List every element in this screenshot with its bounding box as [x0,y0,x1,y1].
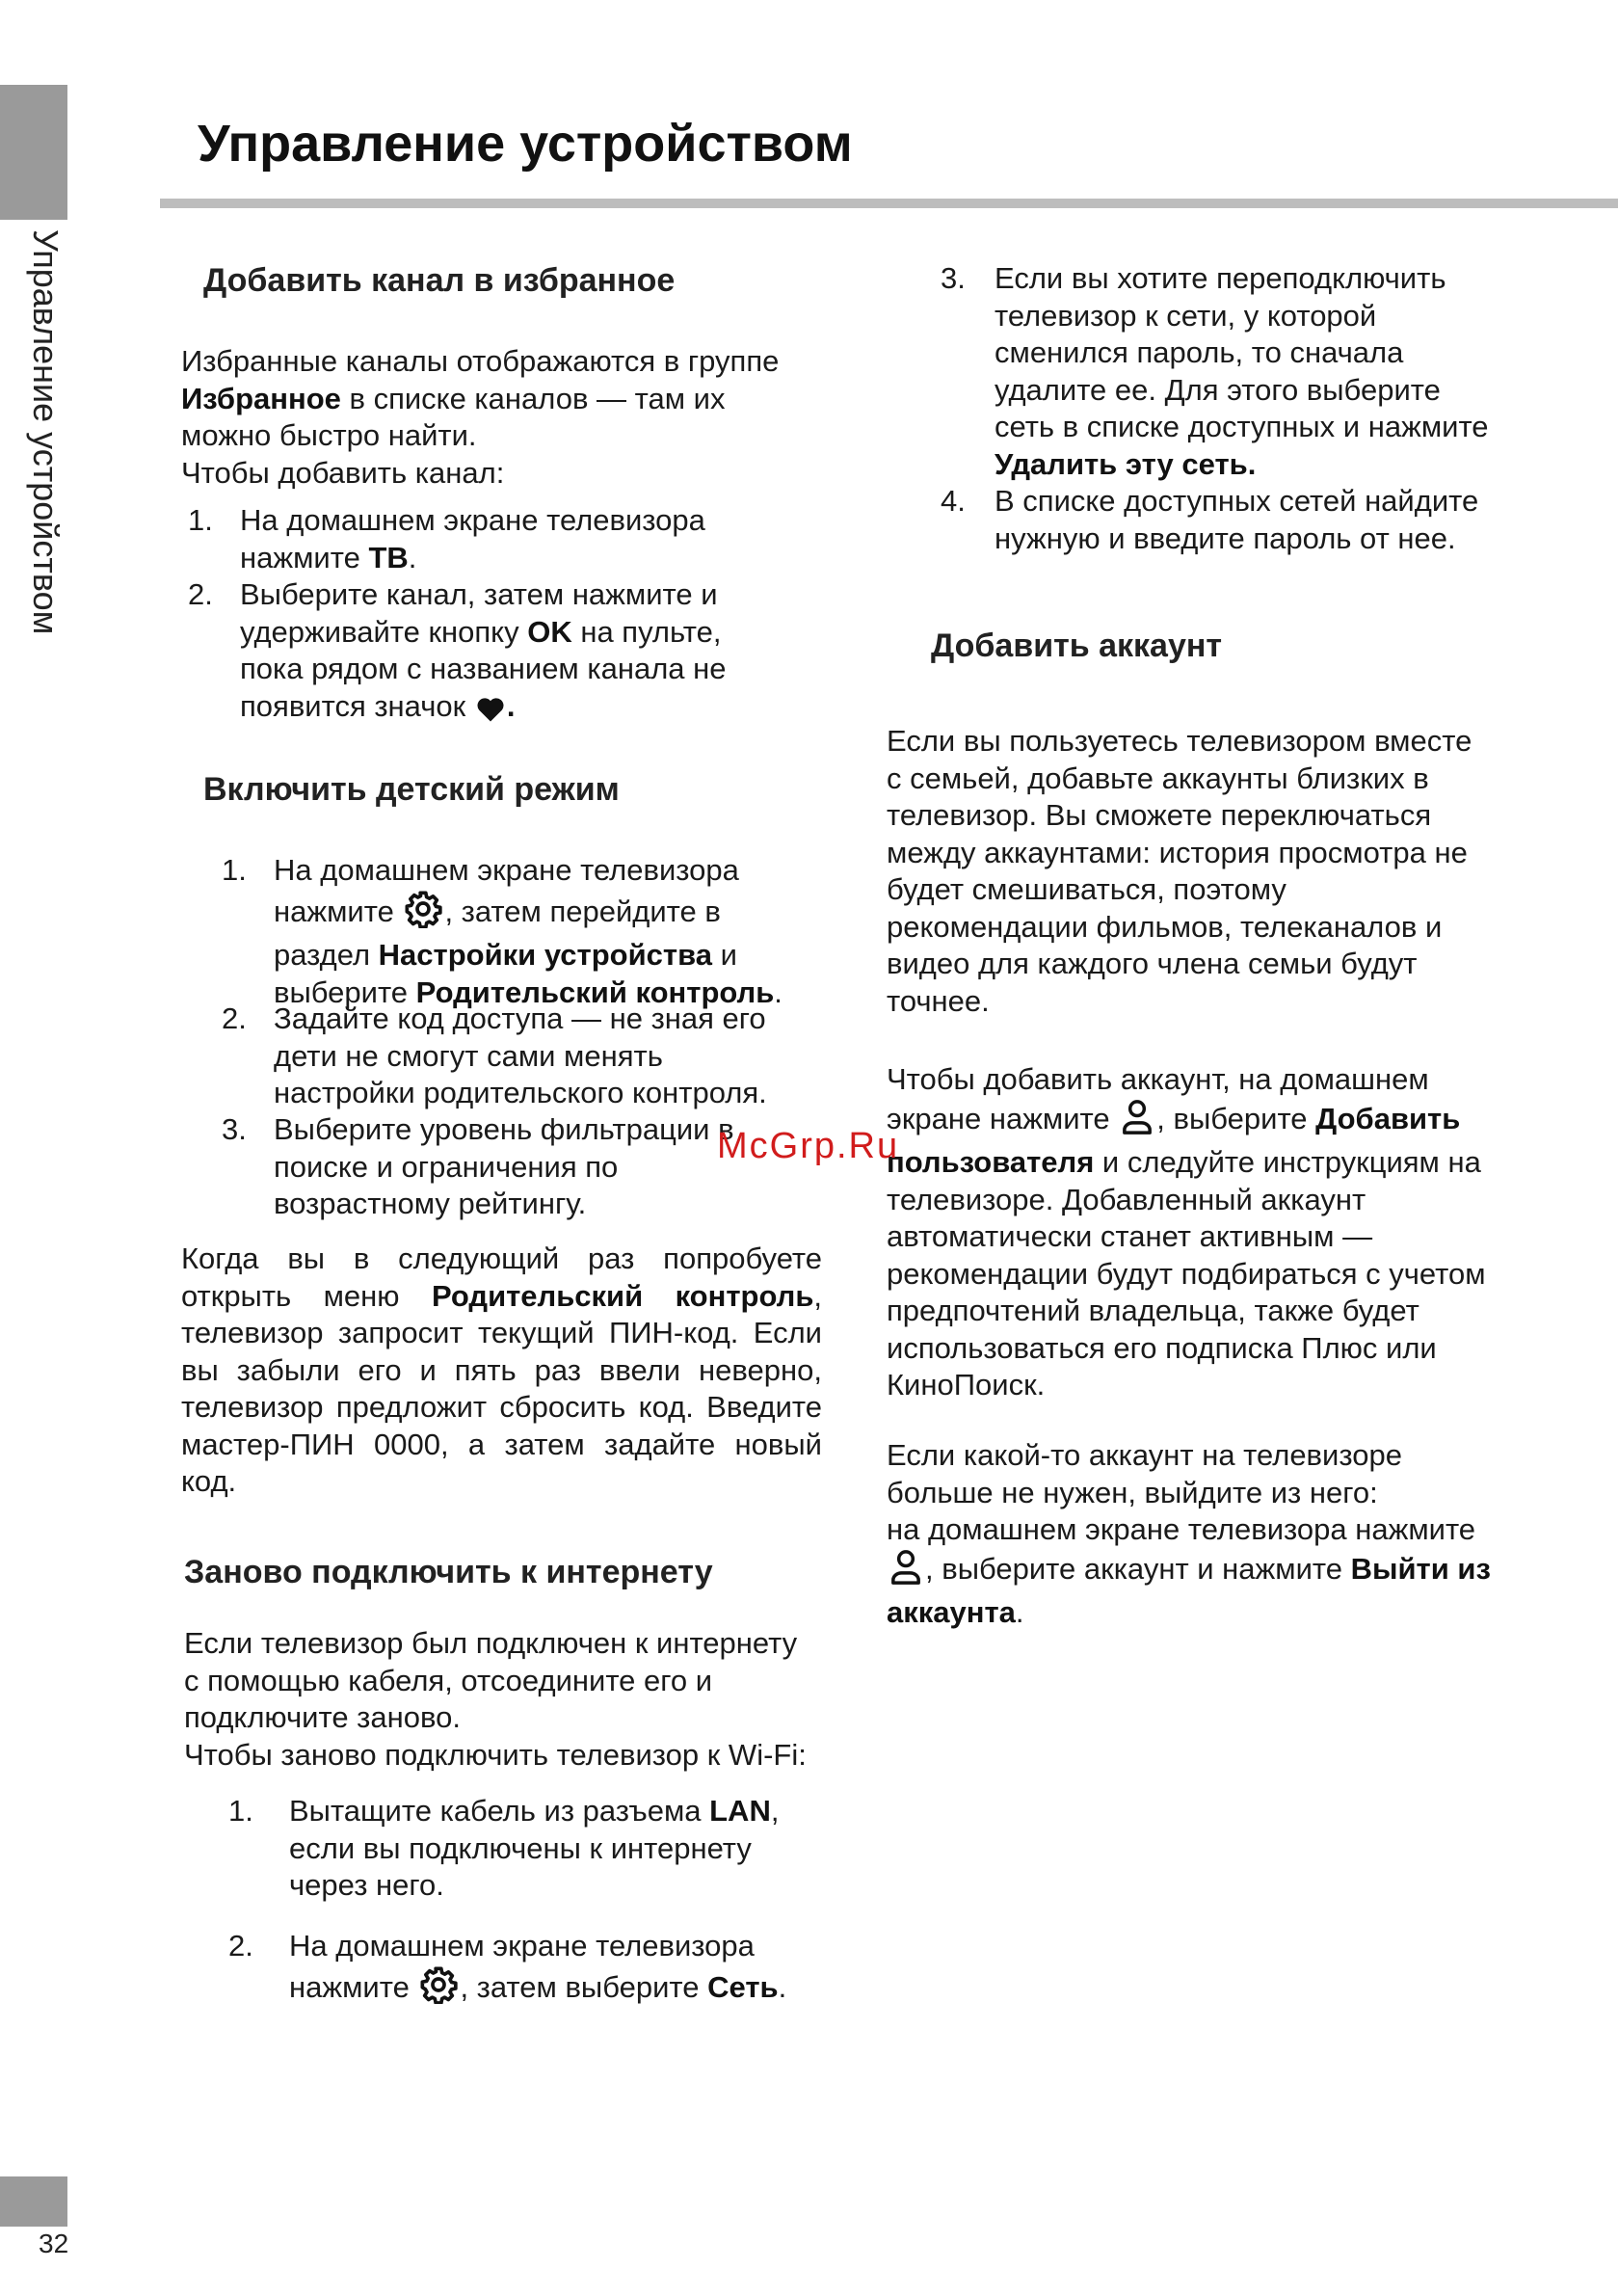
kids-step-1: На домашнем экране телевизора нажмите , затем перейдите в раздел Настройки устройства и выберите Родительский контроль. [274,853,782,1009]
account-heading: Добавить аккаунт [931,627,1223,664]
list-number: 2. [188,577,213,611]
list-number: 1. [188,503,213,537]
account-paragraph-2: Чтобы добавить аккаунт, на домашнем экране нажмите , выберите Добавить пользователя и следуйте инструкциям на телевизоре. Добавленный аккаунт автоматически станет активным — рекомендации будут подбираться с учетом предпочтений владельца, также будет использоваться его подписка Плюс или КиноПоиск. [887,1062,1486,1402]
list-number: 1. [228,1794,253,1828]
reconnect-step-4: В списке доступных сетей найдите нужную и введите пароль от нее. [995,484,1479,555]
gear-icon [419,1965,458,2014]
reconnect-intro: Если телевизор был подключен к интернету с помощью кабеля, отсоедините его и подключите заново. Чтобы заново подключить телевизор к Wi-Fi: [184,1626,807,1772]
list-number: 2. [228,1929,253,1962]
list-number: 3. [222,1112,247,1146]
list-number: 2. [222,1001,247,1035]
side-section-label: Управление устройством [26,229,66,635]
side-tab-block [0,85,67,220]
favorites-step-1: На домашнем экране телевизора нажмите ТВ. [240,503,705,574]
kids-step-3: Выберите уровень фильтрации в поиске и ограничения по возрастному рейтингу. [274,1112,734,1220]
user-icon [1120,1099,1154,1145]
watermark: McGrp.Ru [717,1126,900,1166]
gear-icon [404,890,442,938]
reconnect-heading: Заново подключить к интернету [184,1554,713,1590]
favorites-intro: Избранные каналы отображаются в группе Избранное в списке каналов — там их можно быстро найти. Чтобы добавить канал: [181,344,780,490]
kids-parental-paragraph: Когда вы в следующий раз попробуете открыть меню Родительский контроль, телевизор запросит текущий ПИН-код. Если вы забыли его и пять раз ввели неверно, телевизор предложит сбросить код. Введите мастер-ПИН 0000, а затем задайте новый код. [181,1241,823,1498]
favorites-heading: Добавить канал в избранное [203,262,676,299]
page-number: 32 [39,2229,69,2258]
list-number: 1. [222,853,247,887]
user-icon [889,1549,923,1595]
reconnect-step-2: На домашнем экране телевизора нажмите , затем выберите Сеть. [289,1928,786,2013]
reconnect-step-1: Вытащите кабель из разъема LAN, если вы подключены к интернету через него. [289,1794,780,1902]
footer-tab-block [0,2176,67,2227]
heart-icon [476,695,505,733]
kids-heading: Включить детский режим [203,771,620,808]
page-title: Управление устройством [198,115,853,173]
kids-step-2: Задайте код доступа — не зная его дети не смогут сами менять настройки родительского контроля. [274,1001,767,1109]
account-paragraph-3: Если какой-то аккаунт на телевизоре больше не нужен, выйдите из него: на домашнем экране телевизора нажмите , выберите аккаунт и нажмите Выйти из аккаунта. [887,1438,1491,1629]
title-divider [160,199,1618,208]
reconnect-step-3: Если вы хотите переподключить телевизор к сети, у которой сменился пароль, то сначала удалите ее. Для этого выберите сеть в списке доступных и нажмите Удалить эту сеть. [995,261,1489,481]
list-number: 4. [941,484,966,518]
account-paragraph-1: Если вы пользуетесь телевизором вместе с семьей, добавьте аккаунты близких в телевизор. Вы сможете переключаться между аккаунтами: история просмотра не будет смешиваться, поэтому рекомендации фильмов, телеканалов и видео для каждого члена семьи будут точнее. [887,724,1472,1018]
favorites-step-2: Выберите канал, затем нажмите и удерживайте кнопку OK на пульте, пока рядом с названием канала не появится значок . [240,576,727,732]
list-number: 3. [941,261,966,295]
